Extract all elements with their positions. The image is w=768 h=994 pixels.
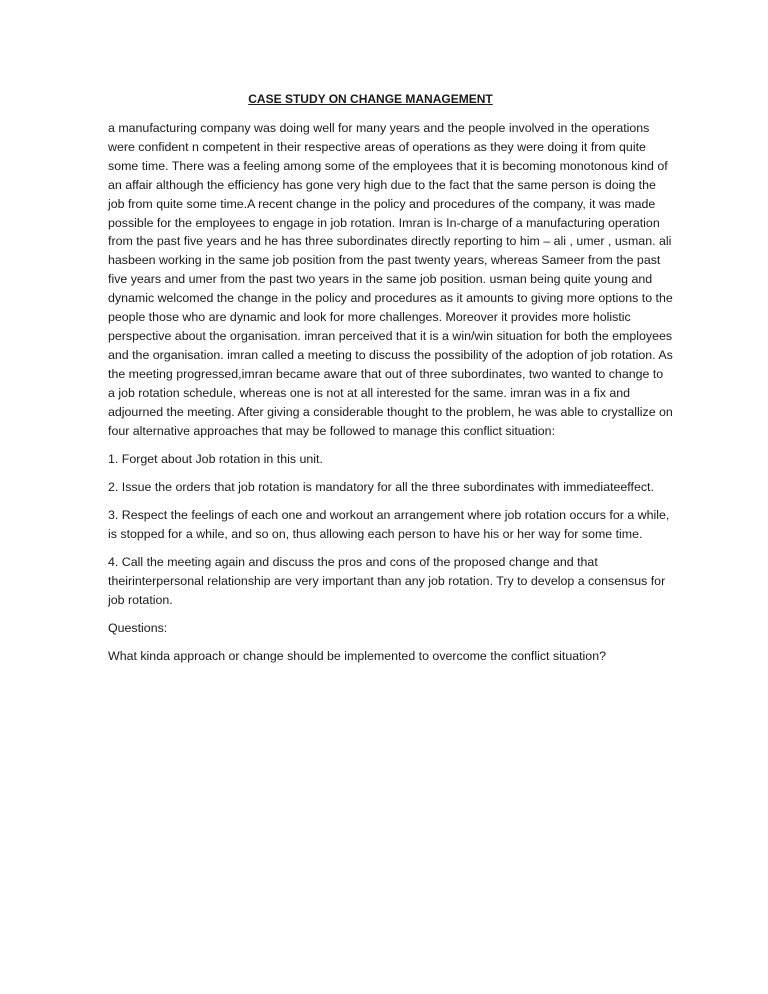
document-body — [108, 90, 673, 675]
option-2: 2. Issue the orders that job rotation is mandatory for all the three subordinates with immediateeffect. — [108, 480, 654, 495]
document-title: CASE STUDY ON CHANGE MANAGEMENT — [248, 92, 493, 106]
question-text: What kinda approach or change should be implemented to overcome the conflict situation? — [108, 648, 606, 663]
intro-paragraph: a manufacturing company was doing well for many years and the people involved in the operations were confident n competent in their respective areas of operations as they were doing it from quite some time. There was a feeling among some of the employees that it is becoming monotonous kind of an affair although the efficiency has gone very high due to the fact that the same person is doing the job from quite some time.A recent change in the policy and procedures of the company, it was made possible for the employees to engage in job rotation. Imran is In-charge of a manufacturing operation from the past five years and he has three subordinates directly reporting to him – ali , umer , usman. ali hasbeen working in the same job position from the past twenty years, whereas Sameer from the past five years and umer from the past two years in the same job position. usman being quite young and dynamic welcomed the change in the policy and procedures as it amounts to giving more options to the people those who are dynamic and look for more challenges. Moreover it provides more holistic perspective about the organisation. imran perceived that it is a win/win situation for both the employees and the organisation. imran called a meeting to discuss the possibility of the adoption of job rotation. As the meeting progressed,imran became aware that out of three subordinates, two wanted to change to a job rotation schedule, whereas one is not at all interested for the same. imran was in a fix and adjourned the meeting. After giving a considerable thought to the problem, he was able to crystallize on four alternative approaches that may be followed to manage this conflict situation: — [108, 121, 673, 438]
option-3: 3. Respect the feelings of each one and workout an arrangement where job rotation occurs for a while, is stopped for a while, and so on, thus allowing each person to have his or her way for some time. — [108, 508, 670, 542]
option-4: 4. Call the meeting again and discuss the pros and cons of the proposed change and that theirinterpersonal relationship are very important than any job rotation. Try to develop a consensus for job rotation. — [108, 555, 666, 607]
questions-heading: Questions: — [108, 620, 168, 635]
option-1: 1. Forget about Job rotation in this unit. — [108, 452, 323, 467]
